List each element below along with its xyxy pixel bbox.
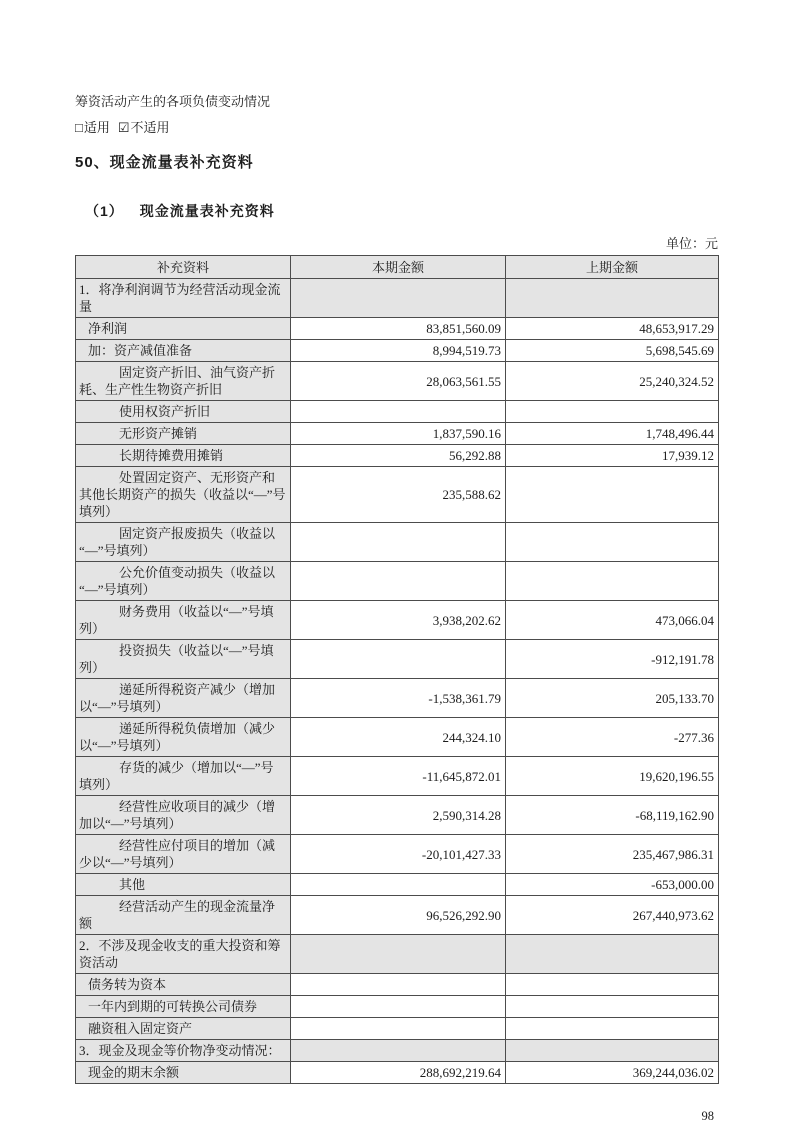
prior-period-amount: -277.36 bbox=[506, 718, 719, 757]
current-period-amount bbox=[291, 874, 506, 896]
current-period-amount: 83,851,560.09 bbox=[291, 318, 506, 340]
table-row bbox=[76, 562, 719, 601]
section-heading: 50、现金流量表补充资料 bbox=[75, 154, 254, 171]
page-content bbox=[75, 0, 718, 1122]
row-label: 递延所得税资产减少（增加以“—”号填列） bbox=[76, 679, 291, 718]
table-row bbox=[76, 401, 719, 423]
row-label: 固定资产折旧、油气资产折耗、生产性生物资产折旧 bbox=[76, 362, 291, 401]
current-period-amount bbox=[291, 996, 506, 1018]
prior-period-amount: 235,467,986.31 bbox=[506, 835, 719, 874]
column-header-supplementary: 补充资料 bbox=[76, 256, 291, 279]
prior-period-amount: 17,939.12 bbox=[506, 445, 719, 467]
current-period-amount: -1,538,361.79 bbox=[291, 679, 506, 718]
table-row bbox=[76, 757, 719, 796]
row-label: 2．不涉及现金收支的重大投资和筹资活动 bbox=[76, 935, 291, 974]
prior-period-amount bbox=[506, 562, 719, 601]
current-period-amount bbox=[291, 640, 506, 679]
table-row bbox=[76, 523, 719, 562]
applicability-line bbox=[75, 119, 718, 137]
checkbox-unchecked-icon: □ bbox=[75, 120, 83, 135]
prior-period-amount: -68,119,162.90 bbox=[506, 796, 719, 835]
row-label: 递延所得税负债增加（减少以“—”号填列） bbox=[76, 718, 291, 757]
row-label: 融资租入固定资产 bbox=[76, 1018, 291, 1040]
table-row bbox=[76, 874, 719, 896]
current-period-amount: 288,692,219.64 bbox=[291, 1062, 506, 1084]
current-period-amount: -11,645,872.01 bbox=[291, 757, 506, 796]
prior-period-amount: -912,191.78 bbox=[506, 640, 719, 679]
table-row bbox=[76, 318, 719, 340]
column-header-prior-period: 上期金额 bbox=[506, 256, 719, 279]
prior-period-amount: 25,240,324.52 bbox=[506, 362, 719, 401]
row-label: 3．现金及现金等价物净变动情况： bbox=[76, 1040, 291, 1062]
table-row bbox=[76, 996, 719, 1018]
table-row bbox=[76, 679, 719, 718]
table-row bbox=[76, 362, 719, 401]
row-label: 经营活动产生的现金流量净额 bbox=[76, 896, 291, 935]
prior-period-amount bbox=[506, 401, 719, 423]
prior-period-amount: 5,698,545.69 bbox=[506, 340, 719, 362]
current-period-amount: 8,994,519.73 bbox=[291, 340, 506, 362]
row-label: 固定资产报废损失（收益以“—”号填列） bbox=[76, 523, 291, 562]
row-label: 投资损失（收益以“—”号填列） bbox=[76, 640, 291, 679]
row-label: 存货的减少（增加以“—”号填列） bbox=[76, 757, 291, 796]
prior-period-amount bbox=[506, 523, 719, 562]
table-row bbox=[76, 935, 719, 974]
prior-period-amount: -653,000.00 bbox=[506, 874, 719, 896]
unit-label: 单位：元 bbox=[665, 236, 718, 251]
row-label: 长期待摊费用摊销 bbox=[76, 445, 291, 467]
current-period-amount bbox=[291, 1018, 506, 1040]
row-label: 使用权资产折旧 bbox=[76, 401, 291, 423]
current-period-amount: 28,063,561.55 bbox=[291, 362, 506, 401]
prior-period-amount bbox=[506, 996, 719, 1018]
current-period-amount: 96,526,292.90 bbox=[291, 896, 506, 935]
prior-period-amount: 369,244,036.02 bbox=[506, 1062, 719, 1084]
supplementary-data-table bbox=[75, 255, 719, 1084]
prior-period-amount: 205,133.70 bbox=[506, 679, 719, 718]
row-label: 债务转为资本 bbox=[76, 974, 291, 996]
subsection-number: （1） bbox=[85, 203, 124, 219]
row-label: 经营性应收项目的减少（增加以“—”号填列） bbox=[76, 796, 291, 835]
table-row bbox=[76, 835, 719, 874]
prior-period-amount: 19,620,196.55 bbox=[506, 757, 719, 796]
column-header-current-period: 本期金额 bbox=[291, 256, 506, 279]
row-label: 加：资产减值准备 bbox=[76, 340, 291, 362]
table-row bbox=[76, 1040, 719, 1062]
prior-period-amount bbox=[506, 974, 719, 996]
current-period-amount: 1,837,590.16 bbox=[291, 423, 506, 445]
table-row bbox=[76, 718, 719, 757]
table-row bbox=[76, 896, 719, 935]
current-period-amount: 56,292.88 bbox=[291, 445, 506, 467]
row-label: 一年内到期的可转换公司债券 bbox=[76, 996, 291, 1018]
page-number: 98 bbox=[701, 1109, 714, 1122]
current-period-amount: -20,101,427.33 bbox=[291, 835, 506, 874]
current-period-amount bbox=[291, 1040, 506, 1062]
current-period-amount bbox=[291, 401, 506, 423]
row-label: 公允价值变动损失（收益以“—”号填列） bbox=[76, 562, 291, 601]
table-row bbox=[76, 1018, 719, 1040]
row-label: 经营性应付项目的增加（减少以“—”号填列） bbox=[76, 835, 291, 874]
current-period-amount: 235,588.62 bbox=[291, 467, 506, 523]
prior-period-amount: 473,066.04 bbox=[506, 601, 719, 640]
prior-period-amount bbox=[506, 279, 719, 318]
table-row bbox=[76, 601, 719, 640]
row-label: 处置固定资产、无形资产和其他长期资产的损失（收益以“—”号填列） bbox=[76, 467, 291, 523]
prior-period-amount: 267,440,973.62 bbox=[506, 896, 719, 935]
table-row bbox=[76, 467, 719, 523]
row-label: 1．将净利润调节为经营活动现金流量 bbox=[76, 279, 291, 318]
table-header bbox=[76, 256, 719, 279]
current-period-amount: 3,938,202.62 bbox=[291, 601, 506, 640]
row-label: 现金的期末余额 bbox=[76, 1062, 291, 1084]
subsection-title: 现金流量表补充资料 bbox=[139, 203, 275, 219]
prior-period-amount bbox=[506, 467, 719, 523]
checkbox-checked-icon: ☑ bbox=[117, 120, 130, 135]
row-label: 净利润 bbox=[76, 318, 291, 340]
current-period-amount bbox=[291, 974, 506, 996]
table-row bbox=[76, 445, 719, 467]
table-row bbox=[76, 279, 719, 318]
intro-text: 筹资活动产生的各项负债变动情况 bbox=[75, 94, 271, 109]
prior-period-amount: 48,653,917.29 bbox=[506, 318, 719, 340]
prior-period-amount bbox=[506, 1018, 719, 1040]
current-period-amount bbox=[291, 279, 506, 318]
current-period-amount bbox=[291, 935, 506, 974]
row-label: 无形资产摊销 bbox=[76, 423, 291, 445]
current-period-amount bbox=[291, 523, 506, 562]
row-label: 财务费用（收益以“—”号填列） bbox=[76, 601, 291, 640]
applicable-label: 适用 bbox=[83, 120, 110, 135]
prior-period-amount: 1,748,496.44 bbox=[506, 423, 719, 445]
prior-period-amount bbox=[506, 1040, 719, 1062]
table-row bbox=[76, 340, 719, 362]
table-row bbox=[76, 423, 719, 445]
table-row bbox=[76, 974, 719, 996]
table-row bbox=[76, 640, 719, 679]
row-label: 其他 bbox=[76, 874, 291, 896]
subsection-heading bbox=[75, 202, 718, 221]
current-period-amount bbox=[291, 562, 506, 601]
table-row bbox=[76, 1062, 719, 1084]
not-applicable-label: 不适用 bbox=[130, 120, 170, 135]
prior-period-amount bbox=[506, 935, 719, 974]
table-header-row bbox=[76, 256, 719, 279]
current-period-amount: 2,590,314.28 bbox=[291, 796, 506, 835]
table-body bbox=[76, 279, 719, 1084]
table-row bbox=[76, 796, 719, 835]
current-period-amount: 244,324.10 bbox=[291, 718, 506, 757]
